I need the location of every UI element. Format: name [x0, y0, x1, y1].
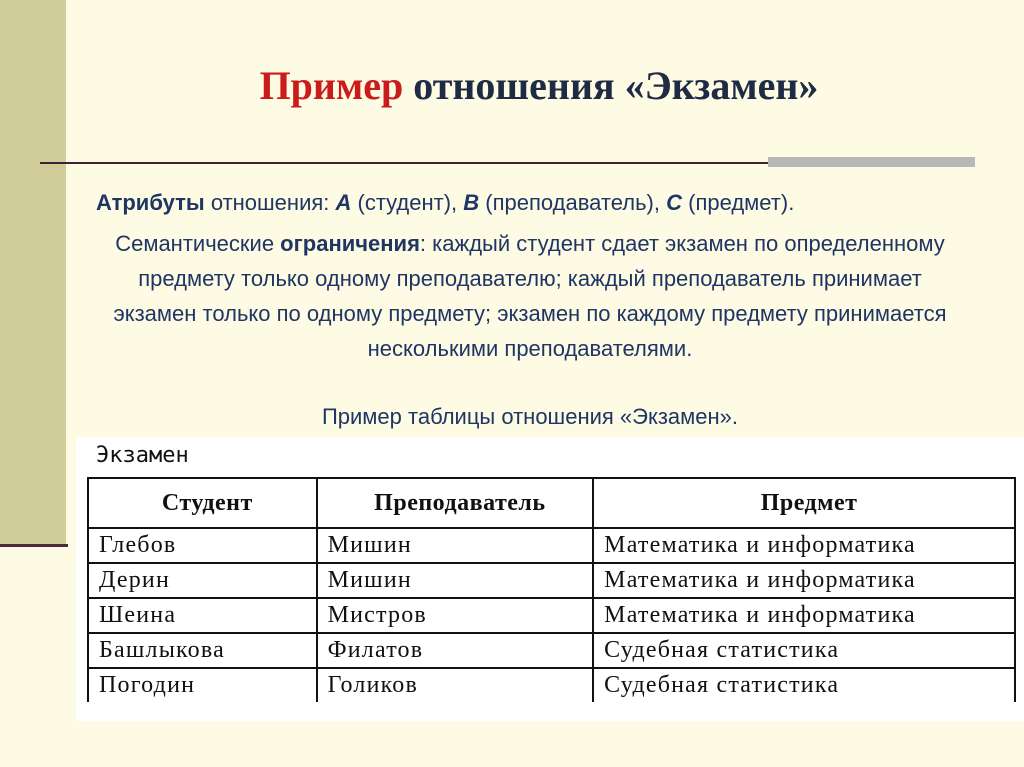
attributes-text-3: (преподаватель), — [479, 190, 667, 215]
cell-student: Шеина — [88, 598, 317, 633]
slide-title — [0, 62, 1024, 109]
constraints-text-2: : каждый студент сдает экзамен по определенному предмету только одному преподавателю; каждый преподаватель принимает экзамен только по одному предмету; экзамен по каждому предмету принимается несколькими преподавателями. — [113, 231, 947, 361]
title-accent: Пример — [259, 63, 404, 108]
attributes-lead: Атрибуты — [96, 190, 205, 215]
example-label: Пример таблицы отношения «Экзамен». — [321, 404, 739, 429]
cell-teacher: Филатов — [317, 633, 594, 668]
cell-teacher: Голиков — [317, 668, 594, 702]
attribute-b: В — [463, 190, 480, 215]
exam-table-panel — [76, 437, 1024, 721]
cell-subject: Судебная статистика — [593, 633, 1015, 668]
cell-teacher: Мишин — [317, 528, 594, 563]
table-row — [88, 528, 1015, 563]
exam-table — [87, 477, 1016, 702]
column-header-student: Студент — [88, 478, 317, 528]
cell-teacher: Мистров — [317, 598, 594, 633]
sidebar-rule — [0, 544, 68, 547]
attribute-c: С — [666, 190, 682, 215]
semantic-constraints — [100, 226, 960, 366]
cell-student: Погодин — [88, 668, 317, 702]
table-row — [88, 563, 1015, 598]
table-row — [88, 668, 1015, 702]
attributes-text-2: (студент), — [351, 190, 464, 215]
cell-student: Глебов — [88, 528, 317, 563]
cell-subject: Математика и информатика — [593, 598, 1015, 633]
cell-student: Башлыкова — [88, 633, 317, 668]
cell-teacher: Мишин — [317, 563, 594, 598]
cell-subject: Судебная статистика — [593, 668, 1015, 702]
table-row — [88, 633, 1015, 668]
attribute-a: А — [335, 190, 352, 215]
column-header-subject: Предмет — [593, 478, 1015, 528]
cell-subject: Математика и информатика — [593, 528, 1015, 563]
table-caption: Экзамен — [96, 443, 189, 468]
attributes-text-1: отношения: — [204, 190, 336, 215]
attributes-text-4: (предмет). — [682, 190, 795, 215]
table-row — [88, 598, 1015, 633]
column-header-teacher: Преподаватель — [317, 478, 594, 528]
table-header-row — [88, 478, 1015, 528]
cell-student: Дерин — [88, 563, 317, 598]
cell-subject: Математика и информатика — [593, 563, 1015, 598]
constraints-text-1: Семантические — [115, 231, 281, 256]
constraints-keyword: ограничения — [280, 231, 420, 256]
title-divider-accent — [768, 157, 975, 167]
attributes-line — [96, 190, 794, 216]
title-rest: отношения «Экзамен» — [403, 63, 819, 108]
